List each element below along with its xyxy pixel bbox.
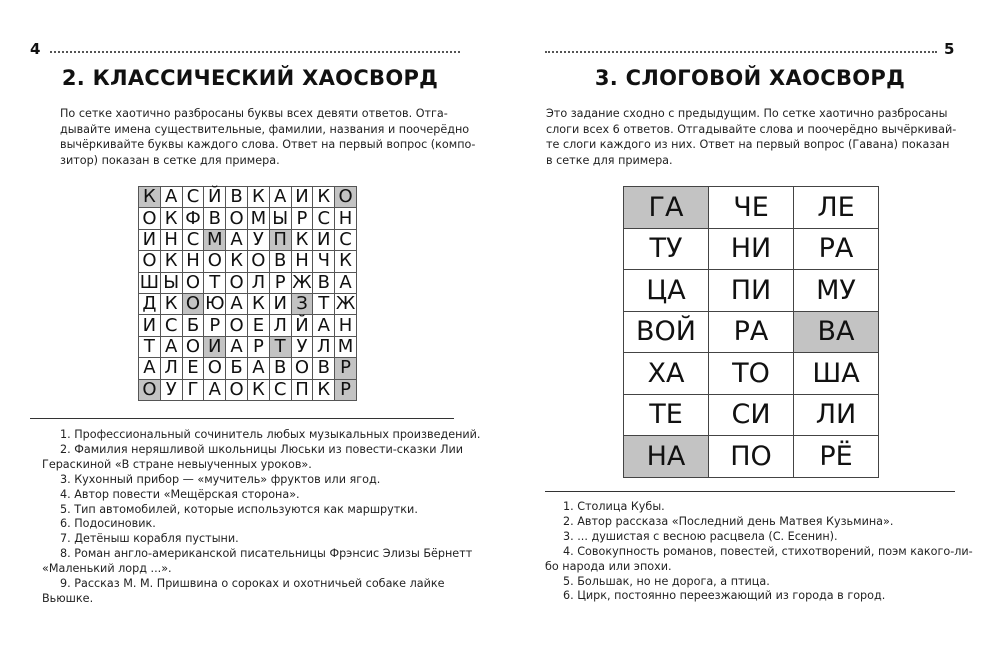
letter-cell: К xyxy=(160,293,182,314)
question-item xyxy=(42,547,481,577)
letter-cell: А xyxy=(247,358,269,379)
letter-cell: У xyxy=(160,379,182,400)
letter-cell: Н xyxy=(160,229,182,250)
letter-cell: М xyxy=(204,229,226,250)
letter-cell: И xyxy=(139,229,161,250)
letter-cell: Р xyxy=(269,272,291,293)
letter-cell: Р xyxy=(204,315,226,336)
question-item xyxy=(42,532,481,547)
intro-line: Это задание сходно с предыдущим. По сетке хаотично разбросаны xyxy=(546,107,948,120)
letter-row xyxy=(139,229,357,250)
letter-cell: В xyxy=(313,358,335,379)
letter-cell: О xyxy=(204,251,226,272)
question-line: 2. Автор рассказа «Последний день Матвея Кузьмина». xyxy=(563,514,894,528)
letter-cell: К xyxy=(247,187,269,208)
question-item xyxy=(42,503,481,518)
letter-cell: О xyxy=(247,251,269,272)
syllable-cell: МУ xyxy=(794,270,879,312)
question-item xyxy=(545,515,973,530)
letter-row xyxy=(139,315,357,336)
letter-row xyxy=(139,336,357,357)
letter-cell: И xyxy=(291,187,313,208)
letter-cell: К xyxy=(291,229,313,250)
syllable-row xyxy=(624,228,879,270)
syllable-grid xyxy=(623,186,879,478)
question-line: 3. Кухонный прибор — «мучитель» фруктов или ягод. xyxy=(60,472,381,486)
syllable-cell: ВОЙ xyxy=(624,311,709,353)
letter-cell: М xyxy=(247,208,269,229)
letter-cell: Н xyxy=(335,208,357,229)
letter-cell: О xyxy=(139,208,161,229)
syllable-cell: СИ xyxy=(709,394,794,436)
letter-cell: Ю xyxy=(205,293,225,315)
letter-row xyxy=(139,208,357,229)
letter-cell: П xyxy=(291,379,313,400)
question-line: 4. Автор повести «Мещёрская сторона». xyxy=(60,487,300,501)
letter-cell: С xyxy=(182,229,204,250)
letter-cell: И xyxy=(313,229,335,250)
letter-row xyxy=(139,187,357,208)
question-line: «Маленький лорд ...». xyxy=(42,562,172,576)
right-page xyxy=(500,0,1000,650)
letter-cell: О xyxy=(226,379,248,400)
syllable-cell: НИ xyxy=(709,228,794,270)
syllable-cell: ЧЕ xyxy=(709,187,794,229)
question-item xyxy=(545,575,973,590)
question-line: 1. Столица Кубы. xyxy=(563,500,665,513)
syllable-cell: ХА xyxy=(624,353,709,395)
letter-cell: А xyxy=(226,336,248,357)
letter-cell: О xyxy=(139,251,161,272)
question-line: 8. Роман англо-американской писательницы Фрэнсис Элизы Бёрнетт xyxy=(60,547,473,561)
letter-cell: Ж xyxy=(292,271,312,293)
syllable-cell: ТУ xyxy=(624,228,709,270)
letter-cell: О xyxy=(182,272,204,293)
question-line: 1. Профессиональный сочинитель любых музыкальных произведений. xyxy=(60,428,481,441)
syllable-cell: ГА xyxy=(624,187,709,229)
syllable-row xyxy=(624,270,879,312)
letter-cell: Й xyxy=(291,315,313,336)
syllable-cell: РЁ xyxy=(794,436,879,478)
letter-cell: Р xyxy=(335,358,357,379)
letter-cell: К xyxy=(247,293,269,314)
letter-cell: А xyxy=(335,272,357,293)
syllable-cell: ЛИ xyxy=(794,394,879,436)
letter-cell: А xyxy=(226,229,248,250)
question-list xyxy=(545,500,973,604)
letter-cell: У xyxy=(291,336,313,357)
letter-cell: Г xyxy=(182,379,204,400)
question-item xyxy=(42,473,481,488)
intro-line: дывайте имена существительные, фамилии, названия и поочерёдно xyxy=(60,122,470,136)
letter-cell: К xyxy=(313,379,335,400)
letter-cell: Л xyxy=(269,315,291,336)
question-item xyxy=(42,577,481,607)
letter-cell: А xyxy=(160,187,182,208)
letter-cell: Н xyxy=(291,251,313,272)
letter-cell: О xyxy=(335,187,357,208)
letter-row xyxy=(139,272,357,293)
letter-cell: А xyxy=(269,187,291,208)
question-item xyxy=(42,428,481,443)
question-item xyxy=(545,500,973,515)
syllable-cell: РА xyxy=(794,228,879,270)
page-number: 4 xyxy=(30,40,41,58)
letter-grid xyxy=(138,186,357,401)
letter-row xyxy=(139,379,357,400)
question-line: 6. Подосиновик. xyxy=(60,517,156,531)
letter-cell: М xyxy=(335,336,357,357)
letter-cell: А xyxy=(139,358,161,379)
question-item xyxy=(42,443,481,473)
letter-cell: К xyxy=(226,251,248,272)
letter-cell: К xyxy=(313,187,335,208)
syllable-row xyxy=(624,311,879,353)
letter-cell: О xyxy=(204,358,226,379)
letter-cell: Е xyxy=(247,315,269,336)
letter-cell: Ч xyxy=(313,251,335,272)
question-item xyxy=(42,517,481,532)
letter-cell: Ф xyxy=(182,208,204,229)
syllable-cell: ТО xyxy=(709,353,794,395)
question-line: 5. Тип автомобилей, которые используются как маршрутки. xyxy=(60,502,418,516)
letter-cell: О xyxy=(182,293,204,314)
letter-cell: П xyxy=(269,229,291,250)
letter-cell: С xyxy=(269,379,291,400)
question-line: 6. Цирк, постоянно переезжающий из города в город. xyxy=(563,589,886,603)
intro-text xyxy=(546,106,956,168)
intro-line: зитор) показан в сетке для примера. xyxy=(60,153,280,167)
letter-cell: Д xyxy=(139,293,161,314)
syllable-cell: ТЕ xyxy=(624,394,709,436)
question-line: 7. Детёныш корабля пустыни. xyxy=(60,532,239,546)
syllable-cell: ЛЕ xyxy=(794,187,879,229)
letter-cell: О xyxy=(139,379,161,400)
dotted-header-line xyxy=(545,51,937,53)
section-title: 2. КЛАССИЧЕСКИЙ ХАОСВОРД xyxy=(61,66,439,90)
syllable-cell: ПИ xyxy=(709,270,794,312)
section-title: 3. СЛОГОВОЙ ХАОСВОРД xyxy=(594,66,906,90)
letter-row xyxy=(139,358,357,379)
letter-cell: Б xyxy=(182,315,204,336)
question-list xyxy=(42,428,481,607)
letter-cell: Р xyxy=(291,208,313,229)
letter-cell: Ж xyxy=(335,293,356,315)
question-line: Вьюшке. xyxy=(42,591,94,605)
dotted-header-line xyxy=(50,51,460,53)
divider xyxy=(545,491,955,492)
letter-cell: А xyxy=(160,336,182,357)
page-number: 5 xyxy=(944,40,955,58)
letter-cell: Р xyxy=(335,379,357,400)
letter-cell: В xyxy=(226,187,248,208)
intro-text xyxy=(60,106,475,168)
question-item xyxy=(545,530,973,545)
question-line: 3. ... душистая с весною расцвела (С. Есенин). xyxy=(563,529,838,543)
letter-cell: К xyxy=(160,208,182,229)
letter-cell: Л xyxy=(160,358,182,379)
intro-line: вычёркивайте буквы каждого слова. Ответ на первый вопрос (компо- xyxy=(60,138,476,151)
question-item xyxy=(545,589,973,604)
letter-cell: С xyxy=(335,229,357,250)
letter-cell: О xyxy=(182,336,204,357)
letter-cell: Е xyxy=(182,358,204,379)
letter-cell: О xyxy=(226,272,248,293)
syllable-row xyxy=(624,353,879,395)
intro-line: в сетке для примера. xyxy=(546,153,673,167)
letter-cell: Ш xyxy=(139,271,160,293)
letter-cell: С xyxy=(160,315,182,336)
letter-cell: Н xyxy=(335,315,357,336)
letter-cell: Т xyxy=(313,293,335,314)
letter-cell: А xyxy=(204,379,226,400)
letter-cell: И xyxy=(204,336,226,357)
syllable-cell: ША xyxy=(794,353,879,395)
letter-row xyxy=(139,251,357,272)
letter-cell: Ы xyxy=(269,208,291,229)
letter-cell: В xyxy=(313,272,335,293)
letter-cell: О xyxy=(291,358,313,379)
syllable-cell: ЦА xyxy=(624,270,709,312)
letter-cell: Л xyxy=(247,272,269,293)
question-line: Гераскиной «В стране невыученных уроков». xyxy=(42,457,312,471)
letter-cell: Т xyxy=(139,336,161,357)
question-item xyxy=(42,488,481,503)
letter-cell: С xyxy=(313,208,335,229)
question-line: 5. Большак, но не дорога, а птица. xyxy=(563,574,770,588)
syllable-cell: ВА xyxy=(794,311,879,353)
letter-cell: Ы xyxy=(160,272,182,293)
letter-cell: К xyxy=(160,251,182,272)
letter-cell: К xyxy=(247,379,269,400)
letter-cell: О xyxy=(226,315,248,336)
intro-line: По сетке хаотично разбросаны буквы всех девяти ответов. Отга- xyxy=(60,107,448,120)
letter-cell: К xyxy=(335,251,357,272)
letter-cell: В xyxy=(269,251,291,272)
letter-cell: Р xyxy=(247,336,269,357)
syllable-cell: ПО xyxy=(709,436,794,478)
question-line: бо народа или эпохи. xyxy=(545,559,672,573)
letter-cell: Й xyxy=(204,187,226,208)
letter-cell: О xyxy=(226,208,248,229)
letter-cell: З xyxy=(291,293,313,314)
question-item xyxy=(545,545,973,575)
syllable-row xyxy=(624,187,879,229)
question-line: 4. Совокупность романов, повестей, стихотворений, поэм какого-ли- xyxy=(563,544,973,558)
letter-cell: И xyxy=(139,315,161,336)
syllable-cell: НА xyxy=(624,436,709,478)
letter-cell: Т xyxy=(204,272,226,293)
letter-cell: Л xyxy=(313,336,335,357)
letter-cell: В xyxy=(269,358,291,379)
letter-row xyxy=(139,293,357,314)
letter-cell: Т xyxy=(269,336,291,357)
intro-line: те слоги каждого из них. Ответ на первый вопрос (Гавана) показан xyxy=(546,138,950,151)
letter-cell: С xyxy=(182,187,204,208)
letter-cell: Н xyxy=(182,251,204,272)
letter-cell: Б xyxy=(226,358,248,379)
letter-cell: И xyxy=(269,293,291,314)
letter-cell: А xyxy=(313,315,335,336)
syllable-row xyxy=(624,394,879,436)
letter-cell: К xyxy=(139,187,161,208)
letter-cell: У xyxy=(247,229,269,250)
syllable-row xyxy=(624,436,879,478)
letter-cell: В xyxy=(204,208,226,229)
question-line: 9. Рассказ М. М. Пришвина о сороках и охотничьей собаке лайке xyxy=(60,577,445,591)
syllable-cell: РА xyxy=(709,311,794,353)
divider xyxy=(30,418,454,419)
letter-cell: А xyxy=(226,293,248,314)
question-line: 2. Фамилия неряшливой школьницы Люськи из повести-сказки Лии xyxy=(60,442,464,456)
intro-line: слоги всех 6 ответов. Отгадывайте слова и поочерёдно вычёркивай- xyxy=(546,122,957,136)
